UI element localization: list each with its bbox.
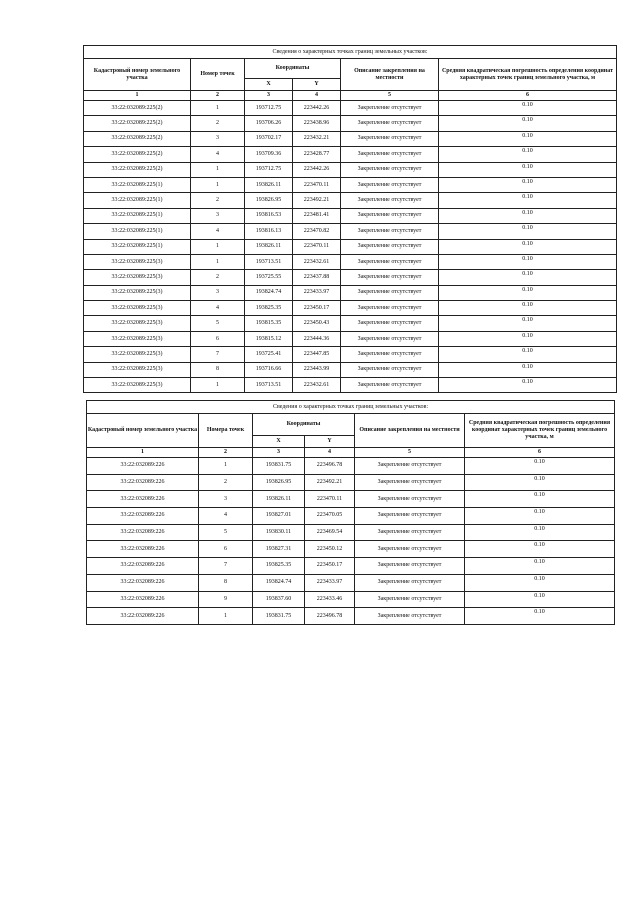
point-number-cell: 2 <box>191 116 245 131</box>
error-value-cell: 0.10 <box>439 116 617 131</box>
col-number: 2 <box>199 448 253 458</box>
x-coordinate-cell: 193709.36 <box>245 147 293 162</box>
y-coordinate-cell: 223470.11 <box>293 177 341 192</box>
cadastral-number-cell: 33:22:032089:226 <box>87 508 199 525</box>
point-number-cell: 4 <box>191 224 245 239</box>
cadastral-number-cell: 33:22:032089:225(3) <box>84 316 191 331</box>
point-number-cell: 5 <box>191 316 245 331</box>
fixing-description-cell: Закрепление отсутствует <box>341 162 439 177</box>
fixing-description-cell: Закрепление отсутствует <box>341 193 439 208</box>
cadastral-number-cell: 33:22:032089:225(1) <box>84 239 191 254</box>
col-number: 4 <box>305 448 355 458</box>
error-value-cell: 0.10 <box>439 270 617 285</box>
fixing-description-cell: Закрепление отсутствует <box>341 285 439 300</box>
error-value-cell: 0.10 <box>465 541 615 558</box>
error-value-cell: 0.10 <box>465 508 615 525</box>
table-row <box>84 331 617 346</box>
col-number: 4 <box>293 91 341 101</box>
error-value-cell: 0.10 <box>465 474 615 491</box>
col-header-point-no: Номера точек <box>199 414 253 448</box>
cadastral-number-cell: 33:22:032089:225(1) <box>84 193 191 208</box>
error-value-cell: 0.10 <box>439 285 617 300</box>
point-number-cell: 6 <box>199 541 253 558</box>
y-coordinate-cell: 223450.43 <box>293 316 341 331</box>
fixing-description-cell: Закрепление отсутствует <box>341 301 439 316</box>
fixing-description-cell: Закрепление отсутствует <box>355 524 465 541</box>
error-value-cell: 0.10 <box>439 378 617 393</box>
x-coordinate-cell: 193826.95 <box>245 193 293 208</box>
col-number: 6 <box>465 448 615 458</box>
cadastral-number-cell: 33:22:032089:226 <box>87 524 199 541</box>
y-coordinate-cell: 223450.17 <box>293 301 341 316</box>
fixing-description-cell: Закрепление отсутствует <box>355 508 465 525</box>
fixing-description-cell: Закрепление отсутствует <box>341 331 439 346</box>
cadastral-number-cell: 33:22:032089:225(1) <box>84 177 191 192</box>
error-value-cell: 0.10 <box>439 347 617 362</box>
fixing-description-cell: Закрепление отсутствует <box>341 224 439 239</box>
y-coordinate-cell: 223433.46 <box>305 591 355 608</box>
x-coordinate-cell: 193706.26 <box>245 116 293 131</box>
point-number-cell: 3 <box>191 285 245 300</box>
x-coordinate-cell: 193713.51 <box>245 378 293 393</box>
x-coordinate-cell: 193712.75 <box>245 101 293 116</box>
x-coordinate-cell: 193716.66 <box>245 362 293 377</box>
y-coordinate-cell: 223432.61 <box>293 254 341 269</box>
fixing-description-cell: Закрепление отсутствует <box>355 574 465 591</box>
table-row <box>87 608 615 625</box>
table-row <box>87 524 615 541</box>
error-value-cell: 0.10 <box>465 524 615 541</box>
x-coordinate-cell: 193725.55 <box>245 270 293 285</box>
error-value-cell: 0.10 <box>439 131 617 146</box>
y-coordinate-cell: 223433.97 <box>293 285 341 300</box>
fixing-description-cell: Закрепление отсутствует <box>341 116 439 131</box>
col-header-coords: Координаты <box>253 414 355 436</box>
col-header-error: Средняя квадратическая погрешность определения координат характерных точек границ земельного участка, м <box>465 414 615 448</box>
fixing-description-cell: Закрепление отсутствует <box>341 362 439 377</box>
fixing-description-cell: Закрепление отсутствует <box>341 147 439 162</box>
point-number-cell: 1 <box>199 458 253 475</box>
point-number-cell: 1 <box>191 101 245 116</box>
y-coordinate-cell: 223470.82 <box>293 224 341 239</box>
point-number-cell: 7 <box>191 347 245 362</box>
y-coordinate-cell: 223442.26 <box>293 101 341 116</box>
error-value-cell: 0.10 <box>439 316 617 331</box>
col-header-x: X <box>253 436 305 448</box>
fixing-description-cell: Закрепление отсутствует <box>341 270 439 285</box>
x-coordinate-cell: 193702.17 <box>245 131 293 146</box>
col-number: 1 <box>87 448 199 458</box>
cadastral-number-cell: 33:22:032089:226 <box>87 458 199 475</box>
x-coordinate-cell: 193713.51 <box>245 254 293 269</box>
cadastral-number-cell: 33:22:032089:225(3) <box>84 378 191 393</box>
x-coordinate-cell: 193826.95 <box>253 474 305 491</box>
y-coordinate-cell: 223433.97 <box>305 574 355 591</box>
x-coordinate-cell: 193725.41 <box>245 347 293 362</box>
cadastral-number-cell: 33:22:032089:225(2) <box>84 147 191 162</box>
table-row <box>84 301 617 316</box>
point-number-cell: 3 <box>199 491 253 508</box>
y-coordinate-cell: 223432.21 <box>293 131 341 146</box>
fixing-description-cell: Закрепление отсутствует <box>355 541 465 558</box>
error-value-cell: 0.10 <box>465 458 615 475</box>
y-coordinate-cell: 223492.21 <box>305 474 355 491</box>
y-coordinate-cell: 223470.11 <box>293 239 341 254</box>
error-value-cell: 0.10 <box>439 208 617 223</box>
x-coordinate-cell: 193830.11 <box>253 524 305 541</box>
point-number-cell: 3 <box>191 131 245 146</box>
y-coordinate-cell: 223438.96 <box>293 116 341 131</box>
y-coordinate-cell: 223437.88 <box>293 270 341 285</box>
cadastral-number-cell: 33:22:032089:225(3) <box>84 347 191 362</box>
x-coordinate-cell: 193831.75 <box>253 608 305 625</box>
fixing-description-cell: Закрепление отсутствует <box>355 474 465 491</box>
fixing-description-cell: Закрепление отсутствует <box>341 101 439 116</box>
y-coordinate-cell: 223496.78 <box>305 608 355 625</box>
cadastral-number-cell: 33:22:032089:226 <box>87 491 199 508</box>
x-coordinate-cell: 193826.11 <box>245 177 293 192</box>
cadastral-number-cell: 33:22:032089:225(2) <box>84 101 191 116</box>
point-number-cell: 1 <box>191 378 245 393</box>
col-header-coords: Координаты <box>245 59 341 79</box>
col-header-y: Y <box>293 79 341 91</box>
cadastral-number-cell: 33:22:032089:226 <box>87 574 199 591</box>
fixing-description-cell: Закрепление отсутствует <box>355 558 465 575</box>
fixing-description-cell: Закрепление отсутствует <box>355 608 465 625</box>
table-row <box>84 378 617 393</box>
point-number-cell: 7 <box>199 558 253 575</box>
col-number: 6 <box>439 91 617 101</box>
cadastral-number-cell: 33:22:032089:225(3) <box>84 301 191 316</box>
table-row <box>84 224 617 239</box>
table-row <box>84 270 617 285</box>
table-row <box>84 239 617 254</box>
y-coordinate-cell: 223442.26 <box>293 162 341 177</box>
col-header-fixing: Описание закрепления на местности <box>355 414 465 448</box>
point-number-cell: 4 <box>191 147 245 162</box>
col-header-fixing: Описание закрепления на местности <box>341 59 439 91</box>
y-coordinate-cell: 223470.05 <box>305 508 355 525</box>
error-value-cell: 0.10 <box>439 101 617 116</box>
col-number: 5 <box>341 91 439 101</box>
col-number: 5 <box>355 448 465 458</box>
table-row <box>87 474 615 491</box>
point-number-cell: 4 <box>191 301 245 316</box>
point-number-cell: 8 <box>191 362 245 377</box>
cadastral-number-cell: 33:22:032089:225(3) <box>84 254 191 269</box>
table-title: Сведения о характерных точках границ земельных участков: <box>87 401 615 414</box>
point-number-cell: 9 <box>199 591 253 608</box>
point-number-cell: 1 <box>191 177 245 192</box>
table-row <box>84 208 617 223</box>
x-coordinate-cell: 193824.74 <box>245 285 293 300</box>
y-coordinate-cell: 223443.99 <box>293 362 341 377</box>
point-number-cell: 1 <box>191 239 245 254</box>
fixing-description-cell: Закрепление отсутствует <box>341 208 439 223</box>
cadastral-number-cell: 33:22:032089:225(2) <box>84 162 191 177</box>
x-coordinate-cell: 193816.13 <box>245 224 293 239</box>
x-coordinate-cell: 193827.01 <box>253 508 305 525</box>
boundary-points-table-1 <box>83 45 617 393</box>
col-number: 3 <box>245 91 293 101</box>
table-title: Сведения о характерных точках границ земельных участков: <box>84 46 617 59</box>
y-coordinate-cell: 223450.12 <box>305 541 355 558</box>
point-number-cell: 5 <box>199 524 253 541</box>
y-coordinate-cell: 223469.54 <box>305 524 355 541</box>
error-value-cell: 0.10 <box>439 239 617 254</box>
fixing-description-cell: Закрепление отсутствует <box>355 491 465 508</box>
error-value-cell: 0.10 <box>439 147 617 162</box>
table-row <box>84 362 617 377</box>
cadastral-number-cell: 33:22:032089:225(3) <box>84 362 191 377</box>
col-number: 2 <box>191 91 245 101</box>
error-value-cell: 0.10 <box>465 491 615 508</box>
y-coordinate-cell: 223481.41 <box>293 208 341 223</box>
x-coordinate-cell: 193827.31 <box>253 541 305 558</box>
x-coordinate-cell: 193837.60 <box>253 591 305 608</box>
table-row <box>87 458 615 475</box>
cadastral-number-cell: 33:22:032089:225(1) <box>84 208 191 223</box>
col-header-error: Средняя квадратическая погрешность определения координат характерных точек границ земельного участка, м <box>439 59 617 91</box>
point-number-cell: 8 <box>199 574 253 591</box>
fixing-description-cell: Закрепление отсутствует <box>341 316 439 331</box>
table-row <box>84 147 617 162</box>
fixing-description-cell: Закрепление отсутствует <box>341 378 439 393</box>
cadastral-number-cell: 33:22:032089:226 <box>87 591 199 608</box>
point-number-cell: 2 <box>191 270 245 285</box>
x-coordinate-cell: 193712.75 <box>245 162 293 177</box>
table-row <box>84 177 617 192</box>
table-row <box>84 316 617 331</box>
boundary-points-table-2 <box>86 400 615 625</box>
fixing-description-cell: Закрепление отсутствует <box>341 347 439 362</box>
fixing-description-cell: Закрепление отсутствует <box>341 177 439 192</box>
point-number-cell: 1 <box>191 254 245 269</box>
table-row <box>87 574 615 591</box>
error-value-cell: 0.10 <box>465 591 615 608</box>
fixing-description-cell: Закрепление отсутствует <box>341 131 439 146</box>
fixing-description-cell: Закрепление отсутствует <box>341 239 439 254</box>
fixing-description-cell: Закрепление отсутствует <box>355 591 465 608</box>
col-number: 1 <box>84 91 191 101</box>
x-coordinate-cell: 193825.35 <box>245 301 293 316</box>
x-coordinate-cell: 193825.35 <box>253 558 305 575</box>
table-row <box>87 591 615 608</box>
point-number-cell: 2 <box>191 193 245 208</box>
cadastral-number-cell: 33:22:032089:226 <box>87 558 199 575</box>
table-row <box>84 116 617 131</box>
table-row <box>84 285 617 300</box>
error-value-cell: 0.10 <box>439 331 617 346</box>
point-number-cell: 1 <box>199 608 253 625</box>
point-number-cell: 1 <box>191 162 245 177</box>
error-value-cell: 0.10 <box>439 224 617 239</box>
y-coordinate-cell: 223496.78 <box>305 458 355 475</box>
table-row <box>87 541 615 558</box>
cadastral-number-cell: 33:22:032089:226 <box>87 541 199 558</box>
cadastral-number-cell: 33:22:032089:225(2) <box>84 131 191 146</box>
y-coordinate-cell: 223444.36 <box>293 331 341 346</box>
x-coordinate-cell: 193824.74 <box>253 574 305 591</box>
col-header-cadastral: Кадастровый номер земельного участка <box>84 59 191 91</box>
fixing-description-cell: Закрепление отсутствует <box>341 254 439 269</box>
cadastral-number-cell: 33:22:032089:225(3) <box>84 270 191 285</box>
error-value-cell: 0.10 <box>439 254 617 269</box>
x-coordinate-cell: 193815.35 <box>245 316 293 331</box>
x-coordinate-cell: 193826.11 <box>245 239 293 254</box>
col-header-point-no: Номер точек <box>191 59 245 91</box>
error-value-cell: 0.10 <box>439 177 617 192</box>
col-number: 3 <box>253 448 305 458</box>
table-row <box>84 101 617 116</box>
table-row <box>84 193 617 208</box>
cadastral-number-cell: 33:22:032089:225(1) <box>84 224 191 239</box>
col-header-x: X <box>245 79 293 91</box>
error-value-cell: 0.10 <box>439 362 617 377</box>
table-row <box>84 131 617 146</box>
table-row <box>87 491 615 508</box>
cadastral-number-cell: 33:22:032089:226 <box>87 474 199 491</box>
point-number-cell: 4 <box>199 508 253 525</box>
y-coordinate-cell: 223428.77 <box>293 147 341 162</box>
y-coordinate-cell: 223432.61 <box>293 378 341 393</box>
point-number-cell: 2 <box>199 474 253 491</box>
x-coordinate-cell: 193815.12 <box>245 331 293 346</box>
error-value-cell: 0.10 <box>439 193 617 208</box>
table-row <box>84 347 617 362</box>
point-number-cell: 6 <box>191 331 245 346</box>
col-header-y: Y <box>305 436 355 448</box>
y-coordinate-cell: 223450.17 <box>305 558 355 575</box>
x-coordinate-cell: 193826.11 <box>253 491 305 508</box>
x-coordinate-cell: 193816.53 <box>245 208 293 223</box>
y-coordinate-cell: 223492.21 <box>293 193 341 208</box>
error-value-cell: 0.10 <box>465 574 615 591</box>
y-coordinate-cell: 223470.11 <box>305 491 355 508</box>
error-value-cell: 0.10 <box>465 558 615 575</box>
error-value-cell: 0.10 <box>439 162 617 177</box>
table-row <box>87 558 615 575</box>
col-header-cadastral: Кадастровый номер земельного участка <box>87 414 199 448</box>
x-coordinate-cell: 193831.75 <box>253 458 305 475</box>
table-row <box>84 254 617 269</box>
y-coordinate-cell: 223447.85 <box>293 347 341 362</box>
table-row <box>84 162 617 177</box>
fixing-description-cell: Закрепление отсутствует <box>355 458 465 475</box>
table-row <box>87 508 615 525</box>
error-value-cell: 0.10 <box>439 301 617 316</box>
cadastral-number-cell: 33:22:032089:225(3) <box>84 331 191 346</box>
cadastral-number-cell: 33:22:032089:225(2) <box>84 116 191 131</box>
cadastral-number-cell: 33:22:032089:225(3) <box>84 285 191 300</box>
cadastral-number-cell: 33:22:032089:226 <box>87 608 199 625</box>
error-value-cell: 0.10 <box>465 608 615 625</box>
point-number-cell: 3 <box>191 208 245 223</box>
